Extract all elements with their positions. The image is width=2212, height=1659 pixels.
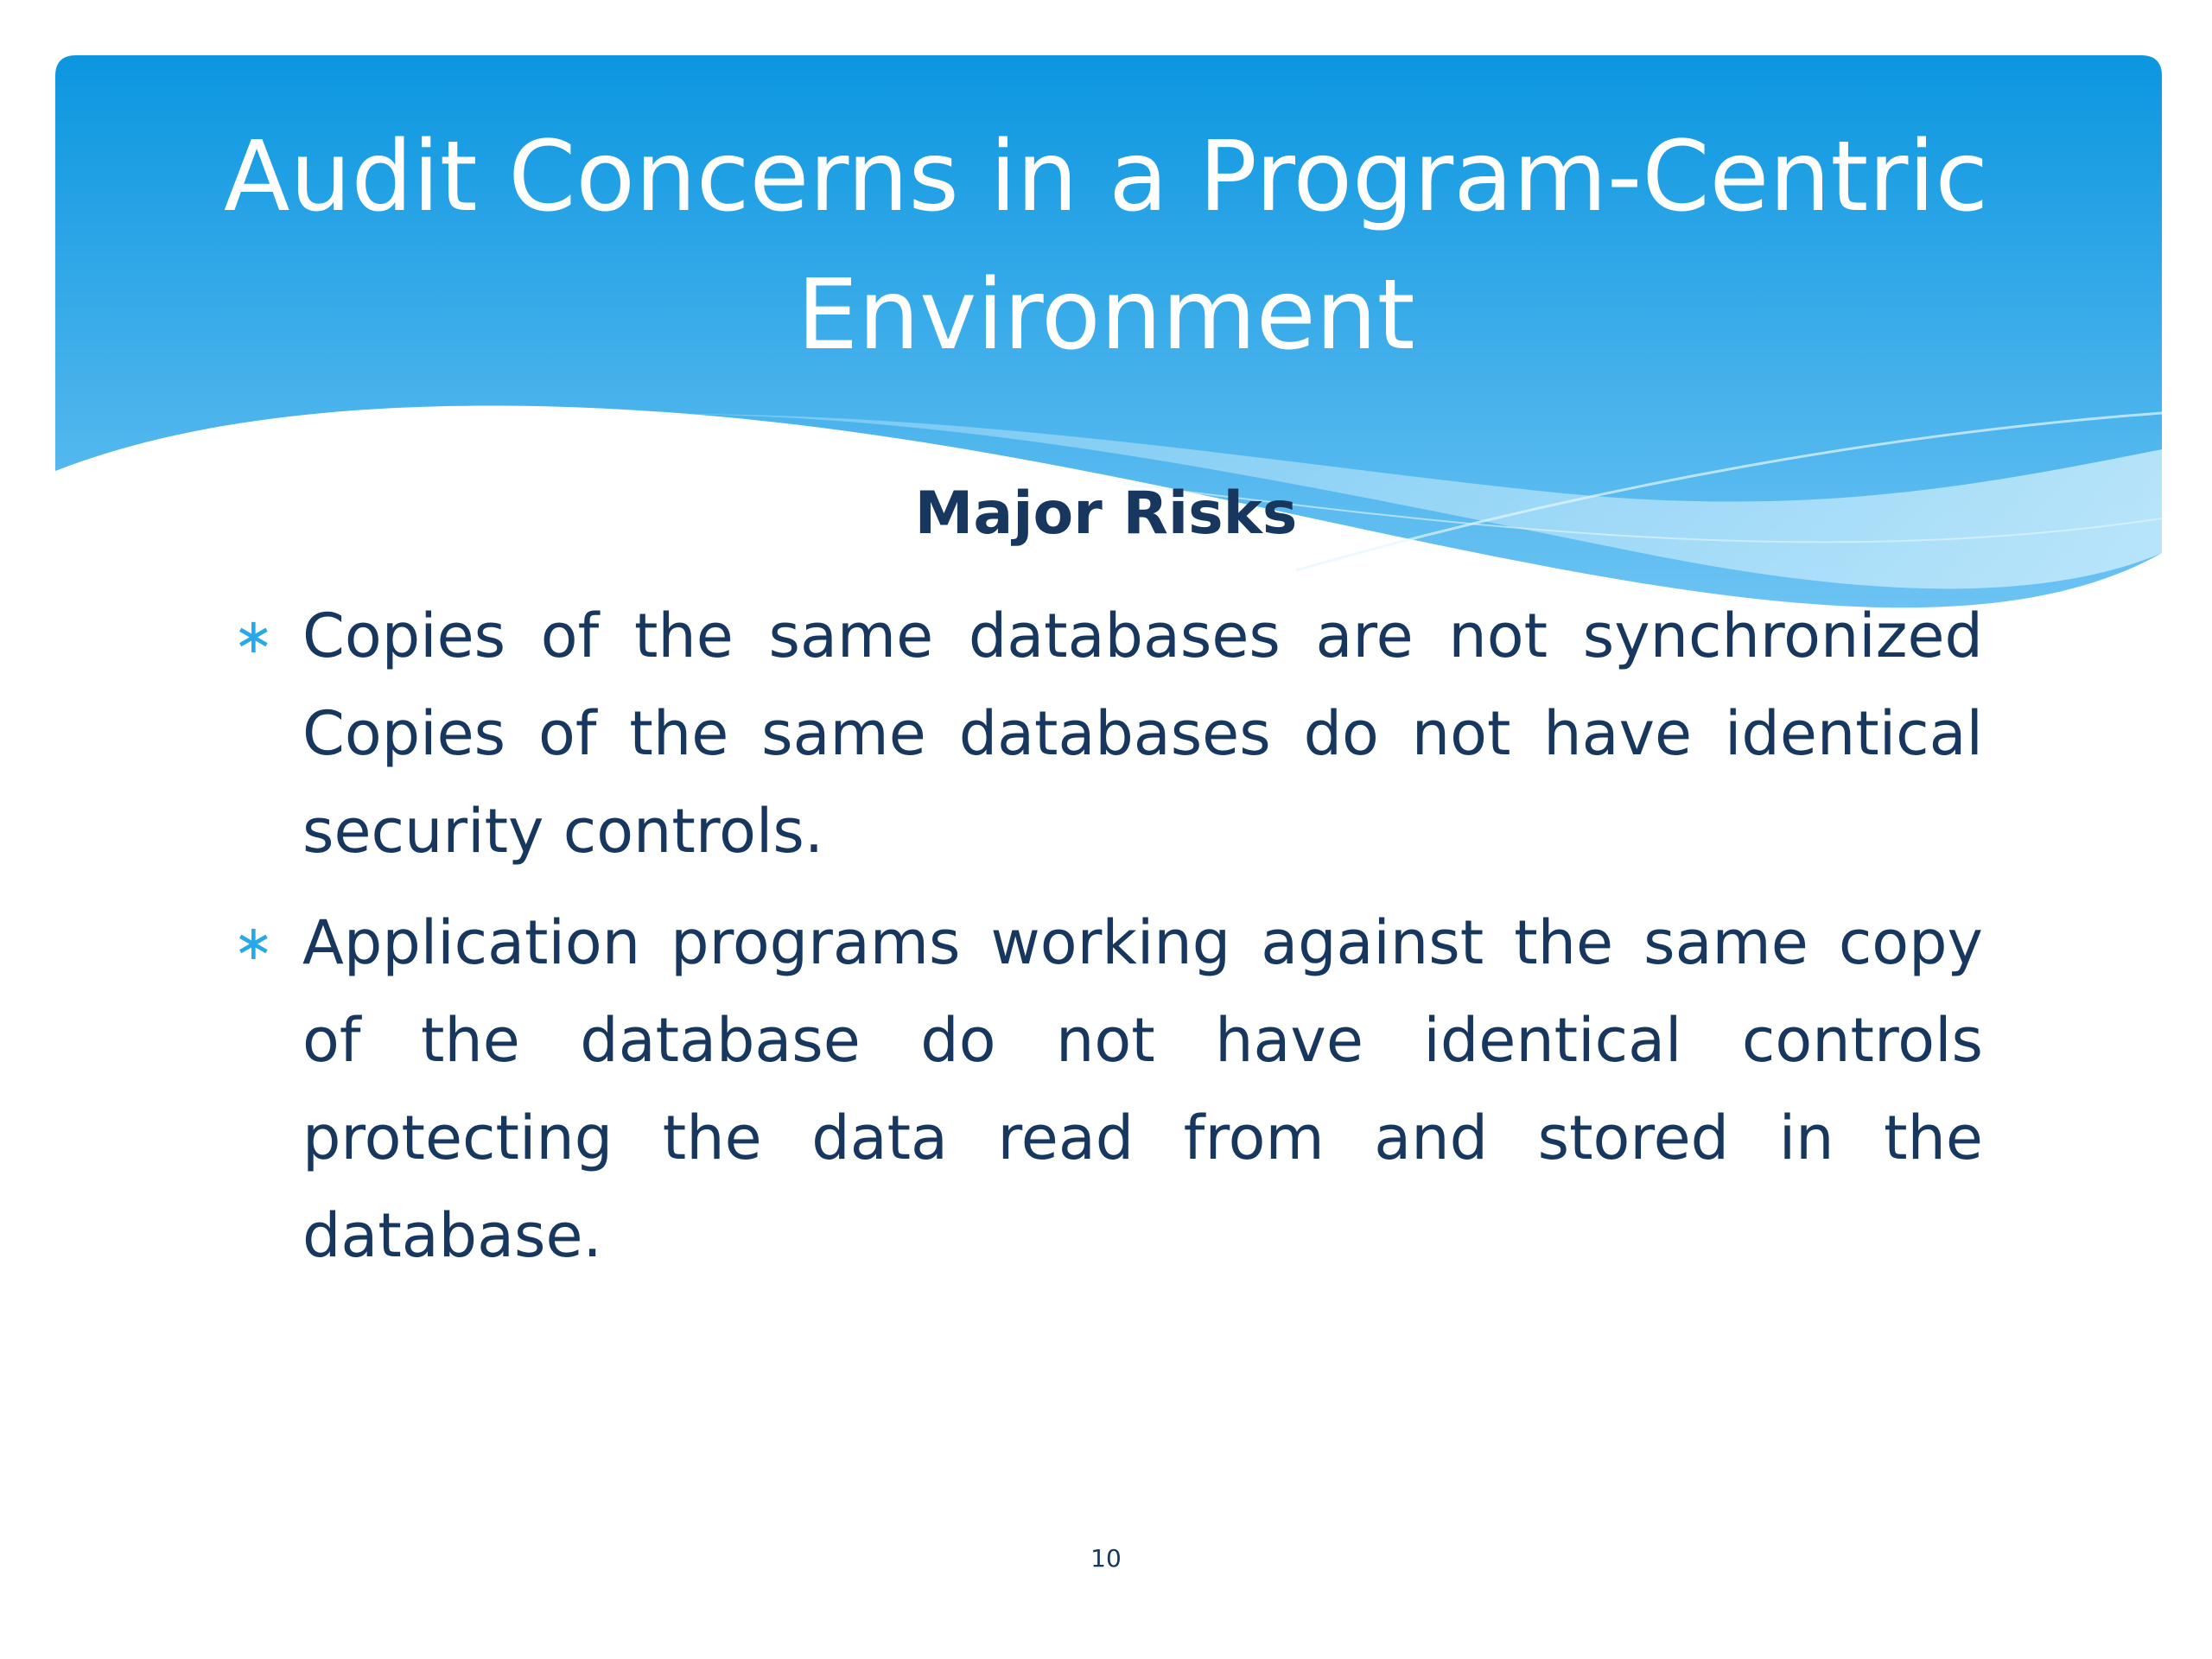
bullet-item xyxy=(233,588,1983,880)
slide-title: Audit Concerns in a Program-Centric Environment xyxy=(223,121,1989,372)
bullet-item xyxy=(233,894,1983,1285)
asterisk-icon: ∗ xyxy=(233,608,274,664)
asterisk-icon: ∗ xyxy=(233,915,274,971)
bullet-text: Copies of the same databases are not synchronized Copies of the same databases do not have identical security controls. xyxy=(302,601,1983,867)
page-number: 10 xyxy=(1090,1544,1122,1573)
section-subheading: Major Risks xyxy=(914,480,1298,548)
bullet-list xyxy=(233,588,1983,1299)
bullet-text: Application programs working against the same copy of the database do not have identical controls protecting the data read from and stored in the database. xyxy=(302,907,1983,1271)
